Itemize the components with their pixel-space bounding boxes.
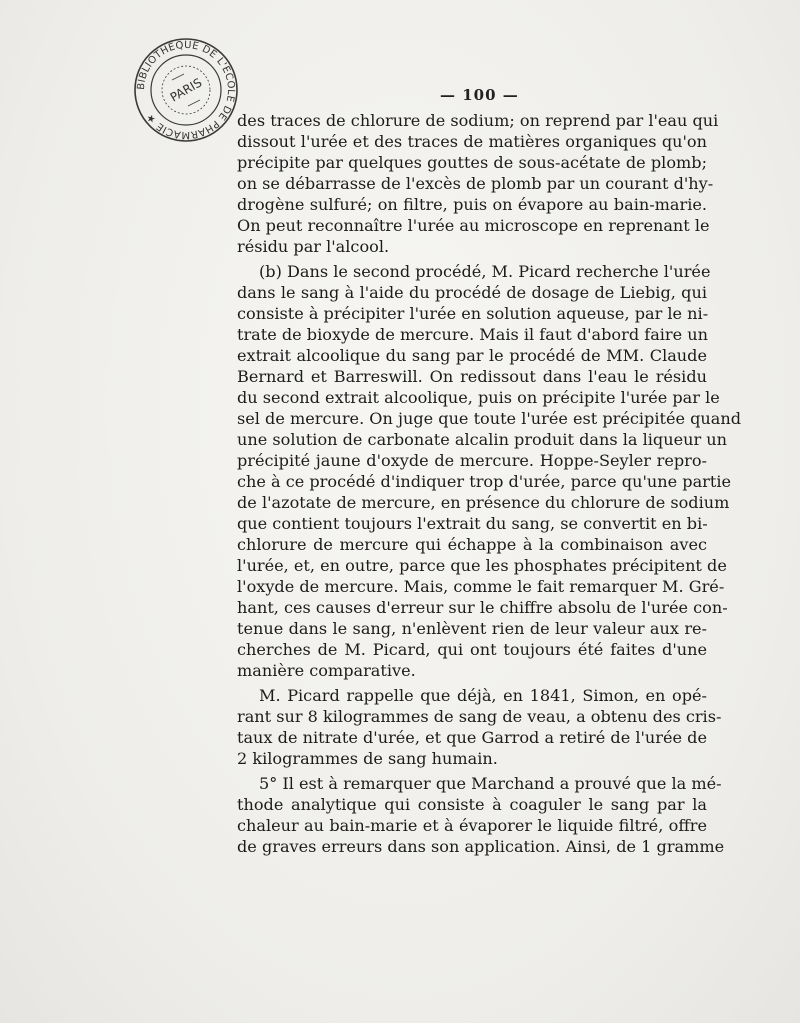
text-line: On peut reconnaître l'urée au microscope en reprenant le (237, 216, 710, 235)
text-line: thode analytique qui consiste à coaguler le sang par la (237, 795, 707, 814)
text-line: drogène sulfuré; on filtre, puis on évapore au bain-marie. (237, 195, 707, 214)
text-line: chlorure de mercure qui échappe à la combinaison avec (237, 535, 707, 554)
text-line: l'urée, et, en outre, parce que les phosphates précipitent de (237, 556, 727, 575)
text-line: cherches de M. Picard, qui ont toujours été faites d'une (237, 640, 707, 659)
text-line: que contient toujours l'extrait du sang, se convertit en bi- (237, 514, 708, 533)
text-line: chaleur au bain-marie et à évaporer le liquide filtré, offre (237, 816, 707, 835)
text-line: trate de bioxyde de mercure. Mais il faut d'abord faire un (237, 325, 708, 344)
paragraph (237, 685, 722, 769)
text-line: Bernard et Barreswill. On redissout dans l'eau le résidu (237, 367, 707, 386)
text-line: 5° Il est à remarquer que Marchand a prouvé que la mé- (259, 774, 722, 793)
text-line: manière comparative. (237, 661, 416, 680)
text-line: rant sur 8 kilogrammes de sang de veau, a obtenu des cris- (237, 707, 722, 726)
paragraph (237, 110, 719, 257)
text-line: dissout l'urée et des traces de matières organiques qu'on (237, 132, 707, 151)
text-line: précipite par quelques gouttes de sous-acétate de plomb; (237, 153, 707, 172)
text-line: de l'azotate de mercure, en présence du chlorure de sodium (237, 493, 730, 512)
paragraph (237, 773, 725, 857)
text-line: che à ce procédé d'indiquer trop d'urée, parce qu'une partie (237, 472, 732, 491)
text-line: hant, ces causes d'erreur sur le chiffre absolu de l'urée con- (237, 598, 728, 617)
text-line: résidu par l'alcool. (237, 237, 390, 256)
library-stamp-icon (132, 36, 240, 144)
text-line: taux de nitrate d'urée, et que Garrod a retiré de l'urée de (237, 728, 707, 747)
text-line: une solution de carbonate alcalin produit dans la liqueur un (237, 430, 728, 449)
text-line: extrait alcoolique du sang par le procédé de MM. Claude (237, 346, 707, 365)
paragraph (237, 261, 742, 681)
svg-text:PARIS: PARIS (167, 75, 205, 105)
text-line: (b) Dans le second procédé, M. Picard recherche l'urée (259, 262, 711, 281)
text-line: tenue dans le sang, n'enlèvent rien de leur valeur aux re- (237, 619, 707, 638)
text-line: sel de mercure. On juge que toute l'urée est précipitée quand (237, 409, 742, 428)
text-line: du second extrait alcoolique, puis on précipite l'urée par le (237, 388, 720, 407)
page-number: — 100 — (440, 86, 519, 104)
svg-text:BIBLIOTHÈQUE DE L'ÉCOLE DE PHA: BIBLIOTHÈQUE DE L'ÉCOLE DE PHARMACIE ★ (135, 39, 237, 141)
text-line: consiste à précipiter l'urée en solution aqueuse, par le ni- (237, 304, 709, 323)
text-line: des traces de chlorure de sodium; on reprend par l'eau qui (237, 111, 719, 130)
text-line: on se débarrasse de l'excès de plomb par un courant d'hy- (237, 174, 714, 193)
text-line: précipité jaune d'oxyde de mercure. Hoppe-Seyler repro- (237, 451, 707, 470)
text-line: de graves erreurs dans son application. Ainsi, de 1 gramme (237, 837, 725, 856)
text-line: dans le sang à l'aide du procédé de dosage de Liebig, qui (237, 283, 707, 302)
text-line: 2 kilogrammes de sang humain. (237, 749, 498, 768)
text-line: l'oxyde de mercure. Mais, comme le fait remarquer M. Gré- (237, 577, 725, 596)
body-text (237, 110, 742, 857)
text-line: M. Picard rappelle que déjà, en 1841, Simon, en opé- (259, 686, 707, 705)
